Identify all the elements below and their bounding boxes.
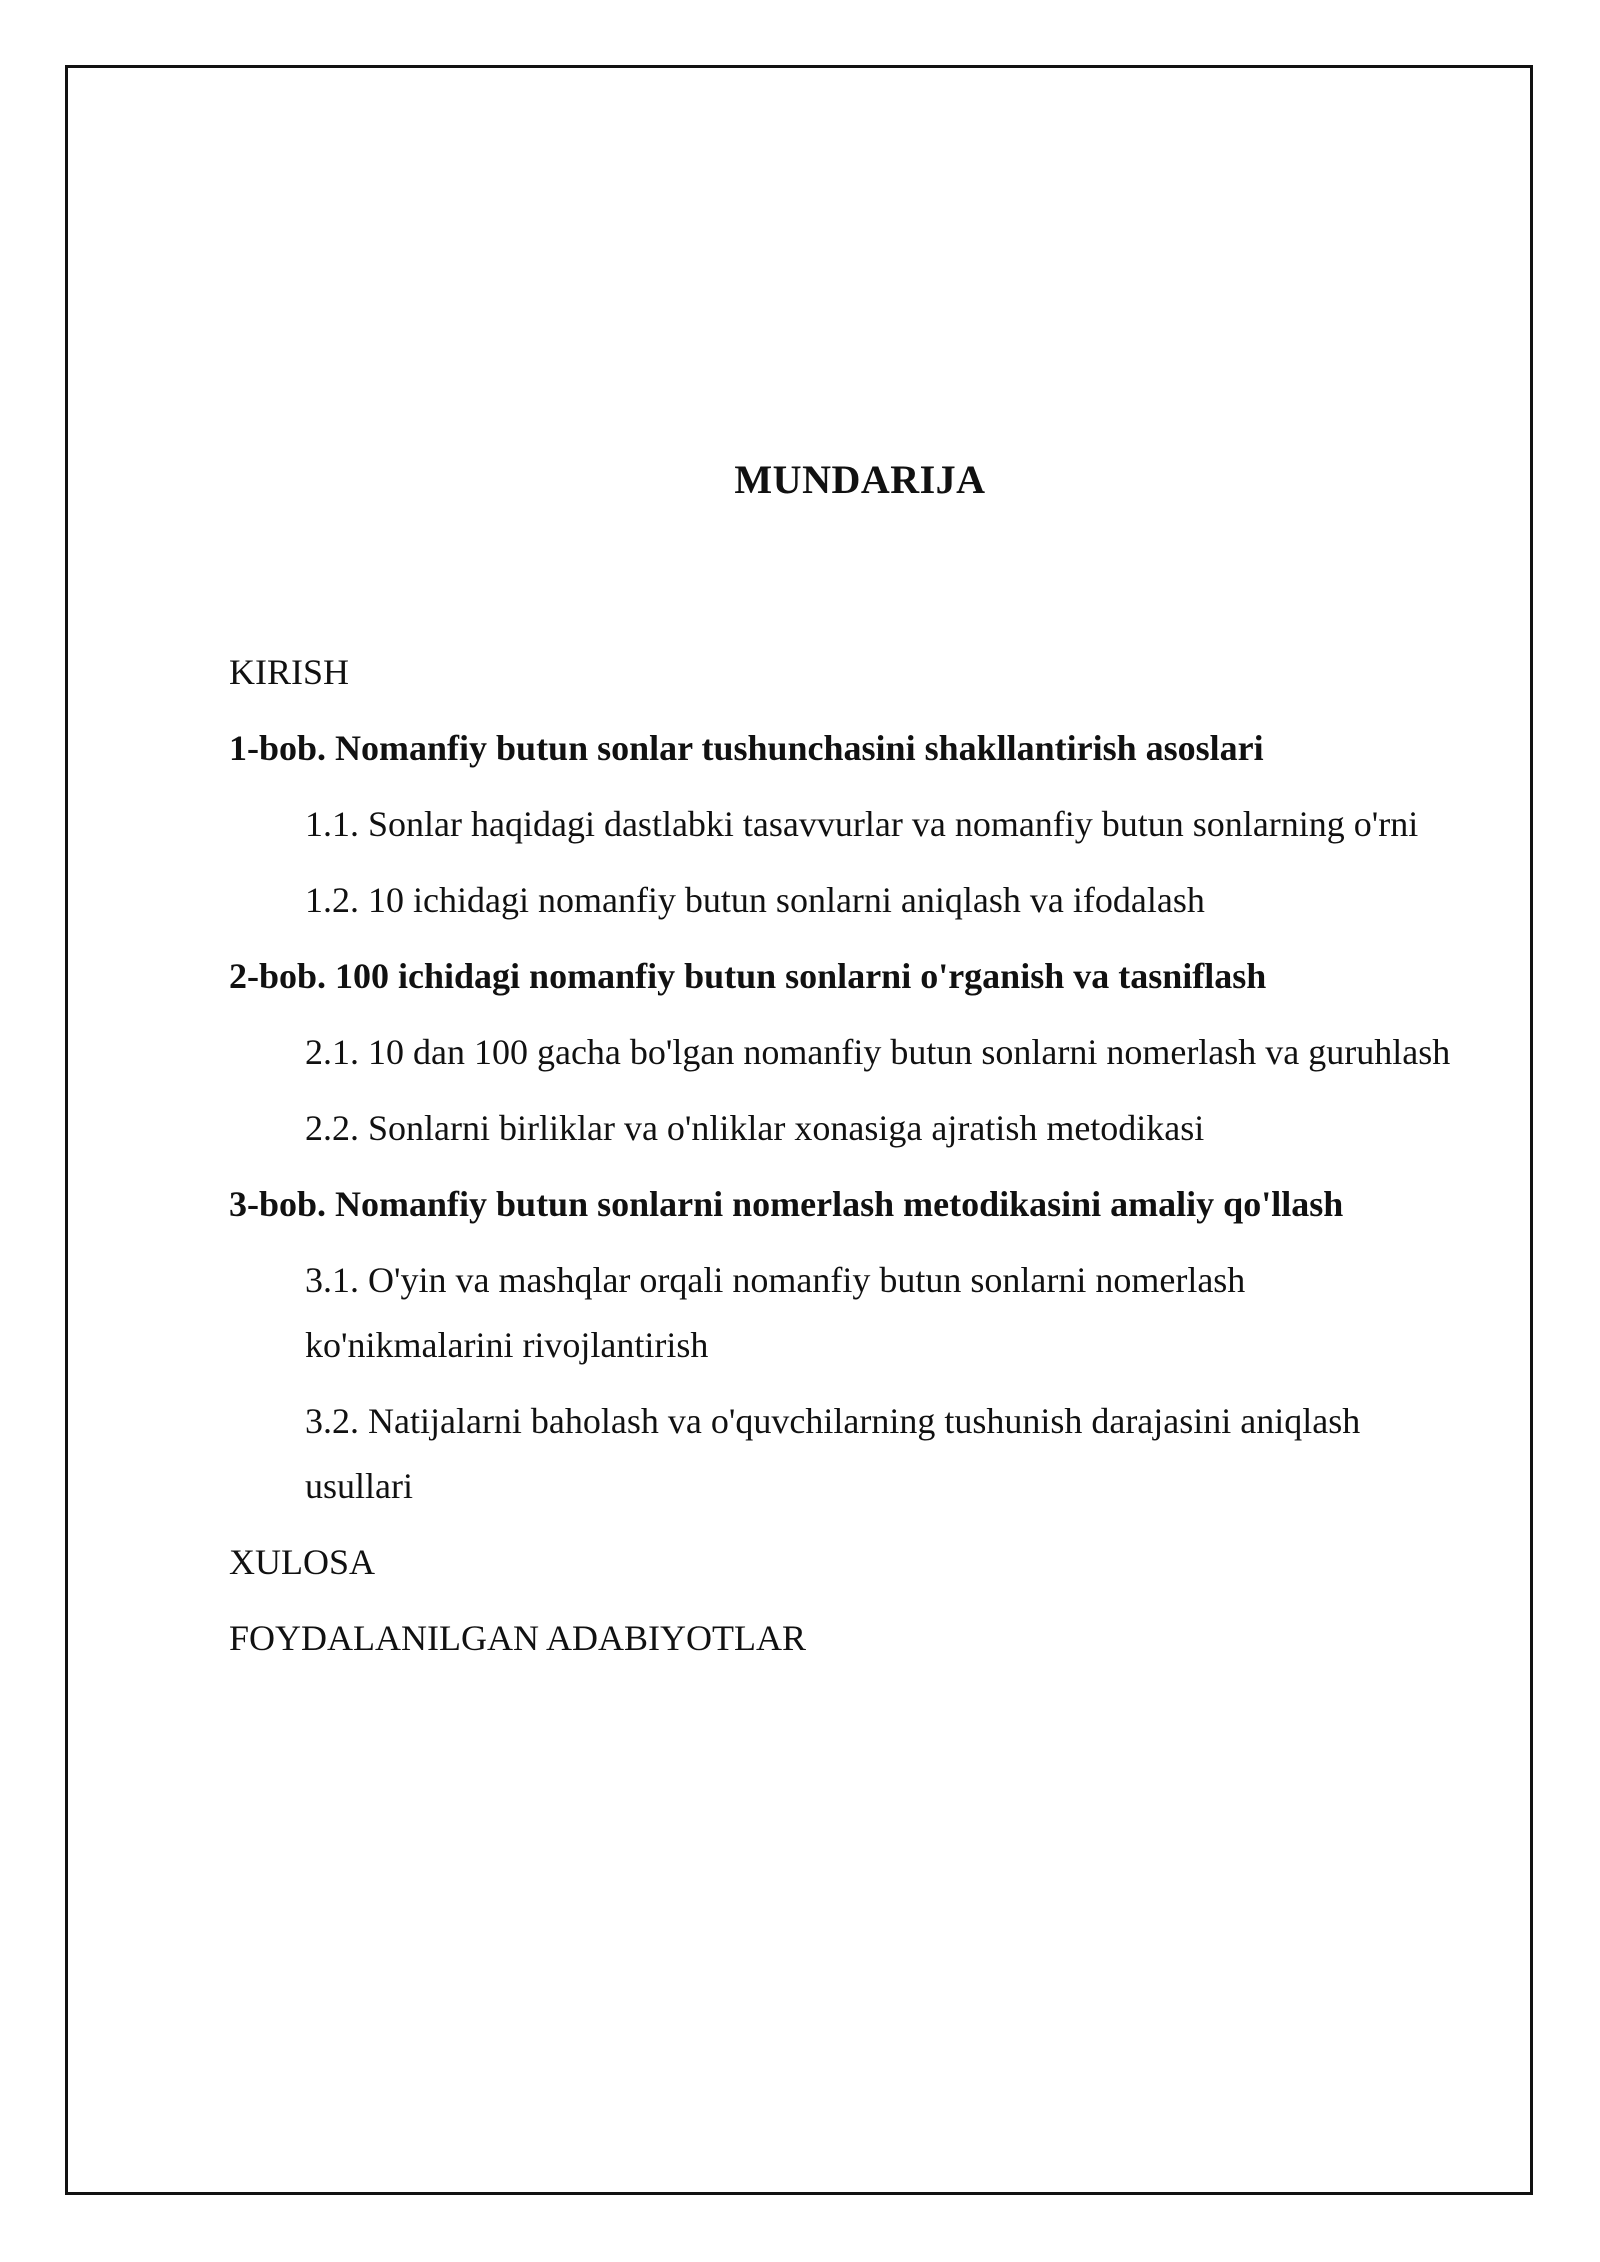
toc-chapter-1: 1-bob. Nomanfiy butun sonlar tushunchasini shakllantirish asoslari	[229, 728, 1264, 768]
table-of-contents	[229, 640, 1529, 1682]
toc-chapter-3: 3-bob. Nomanfiy butun sonlarni nomerlash metodikasini amaliy qo'llash	[229, 1184, 1344, 1224]
page-title: MUNDARIJA	[734, 457, 986, 502]
toc-section-3-2: 3.2. Natijalarni baholash va o'quvchilarning tushunish darajasini aniqlash usullari	[305, 1401, 1361, 1506]
toc-conclusion: XULOSA	[229, 1542, 376, 1582]
toc-intro: KIRISH	[229, 652, 350, 692]
toc-section-2-1: 2.1. 10 dan 100 gacha bo'lgan nomanfiy butun sonlarni nomerlash va guruhlash	[305, 1032, 1451, 1072]
toc-section-1-2: 1.2. 10 ichidagi nomanfiy butun sonlarni aniqlash va ifodalash	[305, 880, 1205, 920]
toc-section-3-1: 3.1. O'yin va mashqlar orqali nomanfiy butun sonlarni nomerlash ko'nikmalarini rivojlantirish	[305, 1260, 1246, 1365]
toc-chapter-2: 2-bob. 100 ichidagi nomanfiy butun sonlarni o'rganish va tasniflash	[229, 956, 1267, 996]
toc-references: FOYDALANILGAN ADABIYOTLAR	[229, 1618, 806, 1658]
toc-section-1-1: 1.1. Sonlar haqidagi dastlabki tasavvurlar va nomanfiy butun sonlarning o'rni	[305, 804, 1419, 844]
toc-section-2-2: 2.2. Sonlarni birliklar va o'nliklar xonasiga ajratish metodikasi	[305, 1108, 1205, 1148]
